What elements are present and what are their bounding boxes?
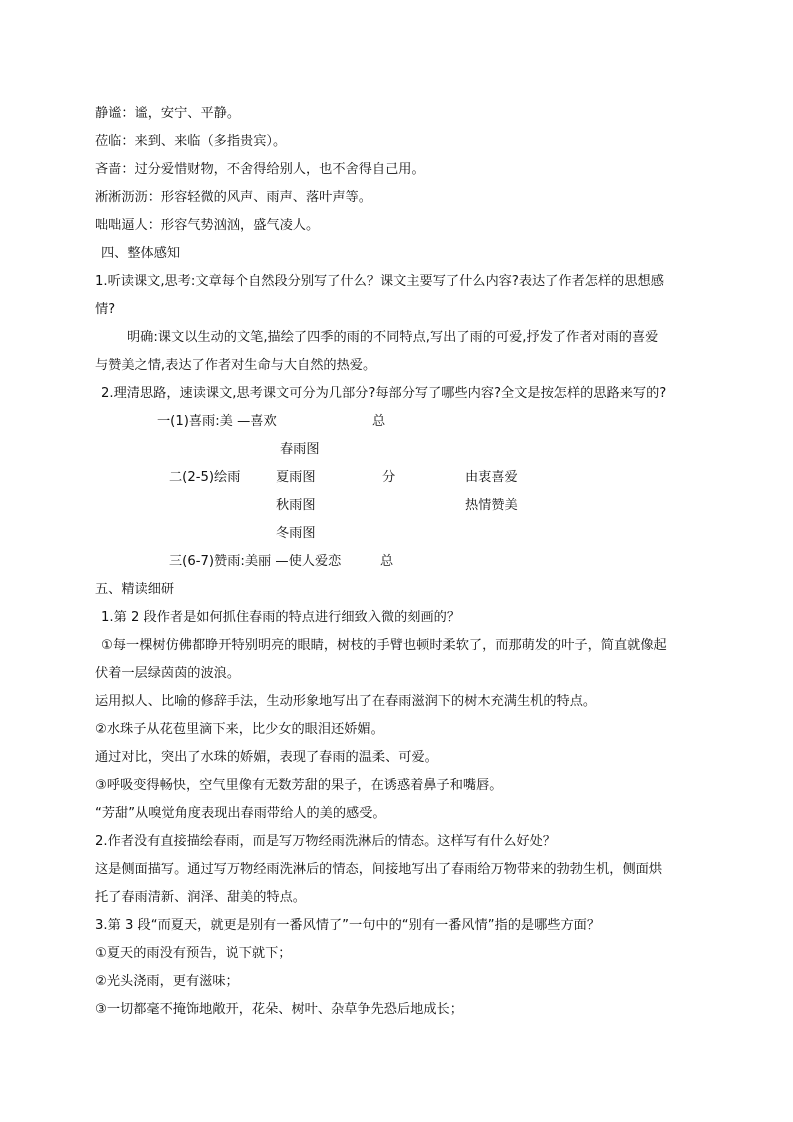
example: ②水珠子从花苞里滴下来，比少女的眼泪还娇媚。 — [95, 722, 384, 737]
vocab-line: 静谧：谧，安宁、平静。 — [95, 106, 241, 121]
section-heading: 四、整体感知 — [101, 246, 181, 261]
answer: ①夏天的雨没有预告，说下就下； — [95, 946, 292, 961]
analysis: 通过对比，突出了水珠的娇媚，表现了春雨的温柔、可爱。 — [95, 750, 438, 765]
question: 2.作者没有直接描绘春雨，而是写万物经雨洗淋后的情态。这样写有什么好处？ — [95, 834, 556, 849]
outline-part-1: 一(1)喜雨:美 —喜欢 — [157, 414, 277, 429]
outline-tag-total: 总 — [380, 554, 394, 569]
question: 1.第 2 段作者是如何抓住春雨的特点进行细致入微的刻画的？ — [101, 610, 461, 625]
analysis: “芳甜”从嗅觉角度表现出春雨带给人的美的感受。 — [95, 806, 386, 821]
outline-winter: 冬雨图 — [276, 526, 316, 541]
question: 2.理清思路，速读课文,思考课文可分为几部分?每部分写了哪些内容?全文是按怎样的思路来写的? — [101, 386, 667, 401]
outline-tag-parts: 分 — [382, 470, 396, 485]
question: 1.听读课文,思考:文章每个自然段分别写了什么？课文主要写了什么内容?表达了作者怎样的思想感 — [95, 274, 664, 289]
answer: 托了春雨清新、润泽、甜美的特点。 — [95, 890, 306, 905]
answer: ②光头浇雨，更有滋味； — [95, 974, 239, 989]
section-heading: 五、精读细研 — [95, 582, 175, 597]
example: ①每一棵树仿佛都睁开特别明亮的眼睛，树枝的手臂也顿时柔软了，而那萌发的叶子，简直就像起 — [101, 638, 667, 653]
outline-part-2: 二(2-5)绘雨 — [169, 470, 241, 485]
outline-part-3: 三(6-7)赞雨:美丽 —使人爱恋 — [169, 554, 342, 569]
question: 3.第 3 段“而夏天，就更是别有一番风情了”一句中的“别有一番风情”指的是哪些方面？ — [95, 918, 601, 933]
outline-right-1: 由衷喜爱 — [465, 470, 518, 485]
answer: 与赞美之情,表达了作者对生命与大自然的热爱。 — [95, 358, 377, 373]
vocab-line: 咄咄逼人：形容气势汹汹，盛气凌人。 — [95, 218, 320, 233]
outline-tag-total: 总 — [372, 414, 386, 429]
vocab-line: 吝啬：过分爱惜财物，不舍得给别人，也不舍得自己用。 — [95, 162, 425, 177]
vocab-line: 淅淅沥沥：形容轻微的风声、雨声、落叶声等。 — [95, 190, 372, 205]
answer: 这是侧面描写。通过写万物经雨洗淋后的情态，间接地写出了春雨给万物带来的勃勃生机，侧面烘 — [95, 862, 663, 877]
outline-autumn: 秋雨图 — [276, 498, 316, 513]
example: ③呼吸变得畅快，空气里像有无数芳甜的果子，在诱惑着鼻子和嘴唇。 — [95, 778, 503, 793]
outline-right-2: 热情赞美 — [465, 498, 518, 513]
question: 情? — [95, 302, 116, 317]
outline-summer: 夏雨图 — [276, 470, 316, 485]
example: 伏着一层绿茵茵的波浪。 — [95, 666, 241, 681]
outline-spring: 春雨图 — [280, 442, 320, 457]
answer: 明确:课文以生动的文笔,描绘了四季的雨的不同特点,写出了雨的可爱,抒发了作者对雨的喜爱 — [127, 330, 659, 345]
analysis: 运用拟人、比喻的修辞手法，生动形象地写出了在春雨滋润下的树木充满生机的特点。 — [95, 694, 597, 709]
answer: ③一切都毫不掩饰地敞开，花朵、树叶、杂草争先恐后地成长； — [95, 1002, 463, 1017]
vocab-line: 莅临：来到、来临（多指贵宾）。 — [95, 134, 287, 149]
